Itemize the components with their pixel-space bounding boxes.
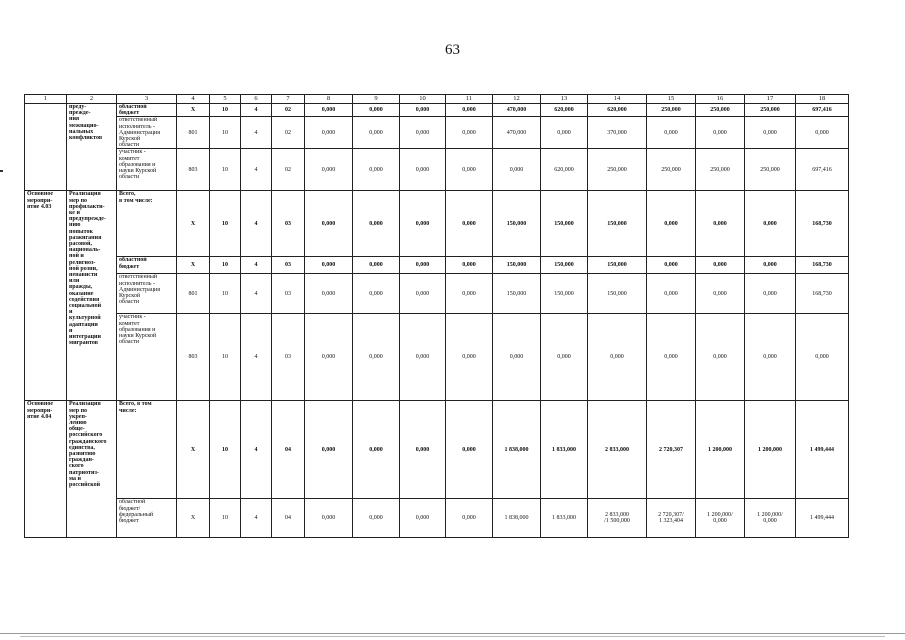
funding-source-cell: областной бюджет — [117, 257, 177, 274]
value-cell: 0,000 — [305, 117, 353, 149]
scan-edge-line — [0, 633, 905, 634]
value-cell: 0,000 — [446, 149, 493, 191]
activity-description-cell: Реализация мер по профилакти- ке и предупрежде- нию попыток разжигания расовой, националь- ной и религиоз- ной розни, ненависти или вражды, оказание содействия социальной и культурной адаптации и интеграции мигрантов — [67, 191, 117, 401]
value-cell: 0,000 — [400, 117, 446, 149]
value-cell: 1 838,000 — [493, 499, 541, 538]
value-cell: 620,000 — [588, 104, 647, 117]
code-cell-c7: 02 — [272, 104, 305, 117]
activity-number-cell — [25, 104, 67, 191]
funding-source-cell: ответственный исполнитель - Администрация Курской области — [117, 117, 177, 149]
value-cell: 250,000 — [696, 149, 745, 191]
scan-mark — [0, 170, 3, 172]
code-cell-c5: 10 — [210, 191, 241, 257]
value-cell: 0,000 — [541, 117, 588, 149]
column-header-8: 8 — [305, 95, 353, 104]
code-cell-c4: 803 — [177, 314, 210, 401]
value-cell: 470,000 — [493, 104, 541, 117]
funding-source-cell: областной бюджет/ федеральный бюджет — [117, 499, 177, 538]
column-header-1: 1 — [25, 95, 67, 104]
column-header-2: 2 — [67, 95, 117, 104]
code-cell-c5: 10 — [210, 401, 241, 499]
column-header-9: 9 — [353, 95, 400, 104]
column-header-7: 7 — [272, 95, 305, 104]
value-cell: 0,000 — [647, 274, 696, 314]
value-cell: 1 838,000 — [493, 401, 541, 499]
code-cell-c5: 10 — [210, 257, 241, 274]
column-header-17: 17 — [745, 95, 796, 104]
value-cell: 0,000 — [745, 274, 796, 314]
value-cell: 0,000 — [647, 191, 696, 257]
value-cell: 2 720,307/ 1 323,404 — [647, 499, 696, 538]
value-cell: 0,000 — [305, 191, 353, 257]
value-cell: 1 499,444 — [796, 401, 849, 499]
value-cell: 0,000 — [305, 104, 353, 117]
code-cell-c6: 4 — [241, 499, 272, 538]
code-cell-c6: 4 — [241, 149, 272, 191]
code-cell-c7: 03 — [272, 274, 305, 314]
value-cell: 0,000 — [305, 257, 353, 274]
code-cell-c7: 03 — [272, 257, 305, 274]
value-cell: 0,000 — [400, 149, 446, 191]
value-cell: 0,000 — [353, 314, 400, 401]
value-cell: 0,000 — [353, 257, 400, 274]
value-cell: 0,000 — [446, 314, 493, 401]
value-cell: 0,000 — [696, 274, 745, 314]
value-cell: 0,000 — [446, 274, 493, 314]
code-cell-c4: X — [177, 257, 210, 274]
value-cell: 0,000 — [353, 274, 400, 314]
value-cell: 2 833,000 /1 500,000 — [588, 499, 647, 538]
value-cell: 250,000 — [696, 104, 745, 117]
funding-source-cell: участник - комитет образования и науки Курской области — [117, 314, 177, 401]
table-row — [25, 314, 849, 401]
code-cell-c7: 04 — [272, 499, 305, 538]
value-cell: 0,000 — [446, 104, 493, 117]
value-cell: 0,000 — [696, 191, 745, 257]
value-cell: 150,000 — [541, 191, 588, 257]
value-cell: 1 499,444 — [796, 499, 849, 538]
code-cell-c7: 02 — [272, 117, 305, 149]
code-cell-c6: 4 — [241, 401, 272, 499]
value-cell: 150,000 — [493, 257, 541, 274]
code-cell-c7: 04 — [272, 401, 305, 499]
column-header-6: 6 — [241, 95, 272, 104]
column-header-11: 11 — [446, 95, 493, 104]
code-cell-c4: X — [177, 191, 210, 257]
value-cell: 150,000 — [588, 274, 647, 314]
column-header-18: 18 — [796, 95, 849, 104]
table-row — [25, 274, 849, 314]
value-cell: 0,000 — [400, 314, 446, 401]
activity-description-cell: преду- прежде- ния межнацио- нальных конфликтов — [67, 104, 117, 191]
page-number: 63 — [445, 42, 460, 58]
value-cell: 0,000 — [353, 499, 400, 538]
code-cell-c5: 10 — [210, 104, 241, 117]
column-header-row — [25, 95, 849, 104]
value-cell: 168,730 — [796, 191, 849, 257]
value-cell: 150,000 — [588, 191, 647, 257]
value-cell: 0,000 — [400, 104, 446, 117]
value-cell: 0,000 — [446, 401, 493, 499]
value-cell: 0,000 — [493, 149, 541, 191]
value-cell: 250,000 — [745, 104, 796, 117]
value-cell: 620,000 — [541, 149, 588, 191]
code-cell-c5: 10 — [210, 499, 241, 538]
value-cell: 0,000 — [305, 314, 353, 401]
value-cell: 250,000 — [647, 149, 696, 191]
value-cell: 0,000 — [353, 401, 400, 499]
value-cell: 0,000 — [796, 314, 849, 401]
activity-description-cell: Реализация мер по укреп- лению обще- российского гражданского единства, развитию граждан- ского патриотиз- ма и российской — [67, 401, 117, 538]
code-cell-c6: 4 — [241, 191, 272, 257]
funding-source-cell: ответственный исполнитель - Администрация Курской области — [117, 274, 177, 314]
column-header-14: 14 — [588, 95, 647, 104]
value-cell: 0,000 — [353, 149, 400, 191]
code-cell-c4: X — [177, 499, 210, 538]
value-cell: 470,000 — [493, 117, 541, 149]
column-header-4: 4 — [177, 95, 210, 104]
table-row — [25, 117, 849, 149]
value-cell: 0,000 — [305, 274, 353, 314]
value-cell: 150,000 — [588, 257, 647, 274]
value-cell: 150,000 — [493, 274, 541, 314]
code-cell-c5: 10 — [210, 117, 241, 149]
value-cell: 1 833,000 — [541, 401, 588, 499]
code-cell-c7: 02 — [272, 149, 305, 191]
value-cell: 0,000 — [353, 191, 400, 257]
value-cell: 1 200,000/ 0,000 — [745, 499, 796, 538]
funding-source-cell: областной бюджет — [117, 104, 177, 117]
code-cell-c4: X — [177, 104, 210, 117]
value-cell: 0,000 — [446, 499, 493, 538]
value-cell: 150,000 — [541, 257, 588, 274]
activity-number-cell: Основное меропри- ятие 4.03 — [25, 191, 67, 401]
column-header-13: 13 — [541, 95, 588, 104]
value-cell: 150,000 — [493, 191, 541, 257]
value-cell: 0,000 — [353, 104, 400, 117]
code-cell-c4: 801 — [177, 117, 210, 149]
value-cell: 0,000 — [647, 314, 696, 401]
value-cell: 0,000 — [796, 117, 849, 149]
code-cell-c5: 10 — [210, 149, 241, 191]
table-row — [25, 191, 849, 257]
code-cell-c4: 803 — [177, 149, 210, 191]
value-cell: 0,000 — [647, 257, 696, 274]
scan-edge-line-2 — [20, 636, 885, 637]
funding-source-cell: Всего, в том числе: — [117, 401, 177, 499]
value-cell: 1 200,000 — [745, 401, 796, 499]
value-cell: 2 720,307 — [647, 401, 696, 499]
value-cell: 250,000 — [588, 149, 647, 191]
value-cell: 0,000 — [588, 314, 647, 401]
column-header-15: 15 — [647, 95, 696, 104]
value-cell: 0,000 — [446, 257, 493, 274]
column-header-16: 16 — [696, 95, 745, 104]
table-row — [25, 257, 849, 274]
code-cell-c6: 4 — [241, 104, 272, 117]
code-cell-c6: 4 — [241, 117, 272, 149]
value-cell: 0,000 — [647, 117, 696, 149]
activity-number-cell: Основное меропри- ятие 4.04 — [25, 401, 67, 538]
budget-table — [24, 94, 849, 538]
value-cell: 1 200,000/ 0,000 — [696, 499, 745, 538]
value-cell: 0,000 — [446, 191, 493, 257]
column-header-10: 10 — [400, 95, 446, 104]
value-cell: 0,000 — [696, 257, 745, 274]
value-cell: 0,000 — [305, 401, 353, 499]
value-cell: 0,000 — [400, 499, 446, 538]
value-cell: 0,000 — [400, 401, 446, 499]
value-cell: 620,000 — [541, 104, 588, 117]
value-cell: 0,000 — [696, 314, 745, 401]
funding-source-cell: участник - комитет образования и науки Курской области — [117, 149, 177, 191]
value-cell: 0,000 — [305, 499, 353, 538]
value-cell: 0,000 — [305, 149, 353, 191]
value-cell: 250,000 — [745, 149, 796, 191]
value-cell: 1 833,000 — [541, 499, 588, 538]
value-cell: 0,000 — [400, 257, 446, 274]
funding-source-cell: Всего, в том числе: — [117, 191, 177, 257]
value-cell: 0,000 — [400, 274, 446, 314]
table-row — [25, 401, 849, 499]
table-row — [25, 104, 849, 117]
column-header-5: 5 — [210, 95, 241, 104]
value-cell: 0,000 — [745, 117, 796, 149]
value-cell: 2 833,000 — [588, 401, 647, 499]
value-cell: 0,000 — [541, 314, 588, 401]
table-row — [25, 149, 849, 191]
column-header-12: 12 — [493, 95, 541, 104]
code-cell-c4: 801 — [177, 274, 210, 314]
code-cell-c7: 03 — [272, 314, 305, 401]
column-header-3: 3 — [117, 95, 177, 104]
code-cell-c6: 4 — [241, 257, 272, 274]
value-cell: 250,000 — [647, 104, 696, 117]
value-cell: 0,000 — [446, 117, 493, 149]
value-cell: 168,730 — [796, 274, 849, 314]
value-cell: 0,000 — [493, 314, 541, 401]
value-cell: 697,416 — [796, 104, 849, 117]
value-cell: 0,000 — [400, 191, 446, 257]
value-cell: 1 200,000 — [696, 401, 745, 499]
value-cell: 0,000 — [353, 117, 400, 149]
code-cell-c6: 4 — [241, 314, 272, 401]
code-cell-c4: X — [177, 401, 210, 499]
value-cell: 168,730 — [796, 257, 849, 274]
value-cell: 0,000 — [696, 117, 745, 149]
code-cell-c7: 03 — [272, 191, 305, 257]
value-cell: 0,000 — [745, 314, 796, 401]
code-cell-c5: 10 — [210, 314, 241, 401]
value-cell: 0,000 — [745, 257, 796, 274]
value-cell: 370,000 — [588, 117, 647, 149]
code-cell-c6: 4 — [241, 274, 272, 314]
code-cell-c5: 10 — [210, 274, 241, 314]
value-cell: 0,000 — [745, 191, 796, 257]
value-cell: 150,000 — [541, 274, 588, 314]
value-cell: 697,416 — [796, 149, 849, 191]
table-row — [25, 499, 849, 538]
